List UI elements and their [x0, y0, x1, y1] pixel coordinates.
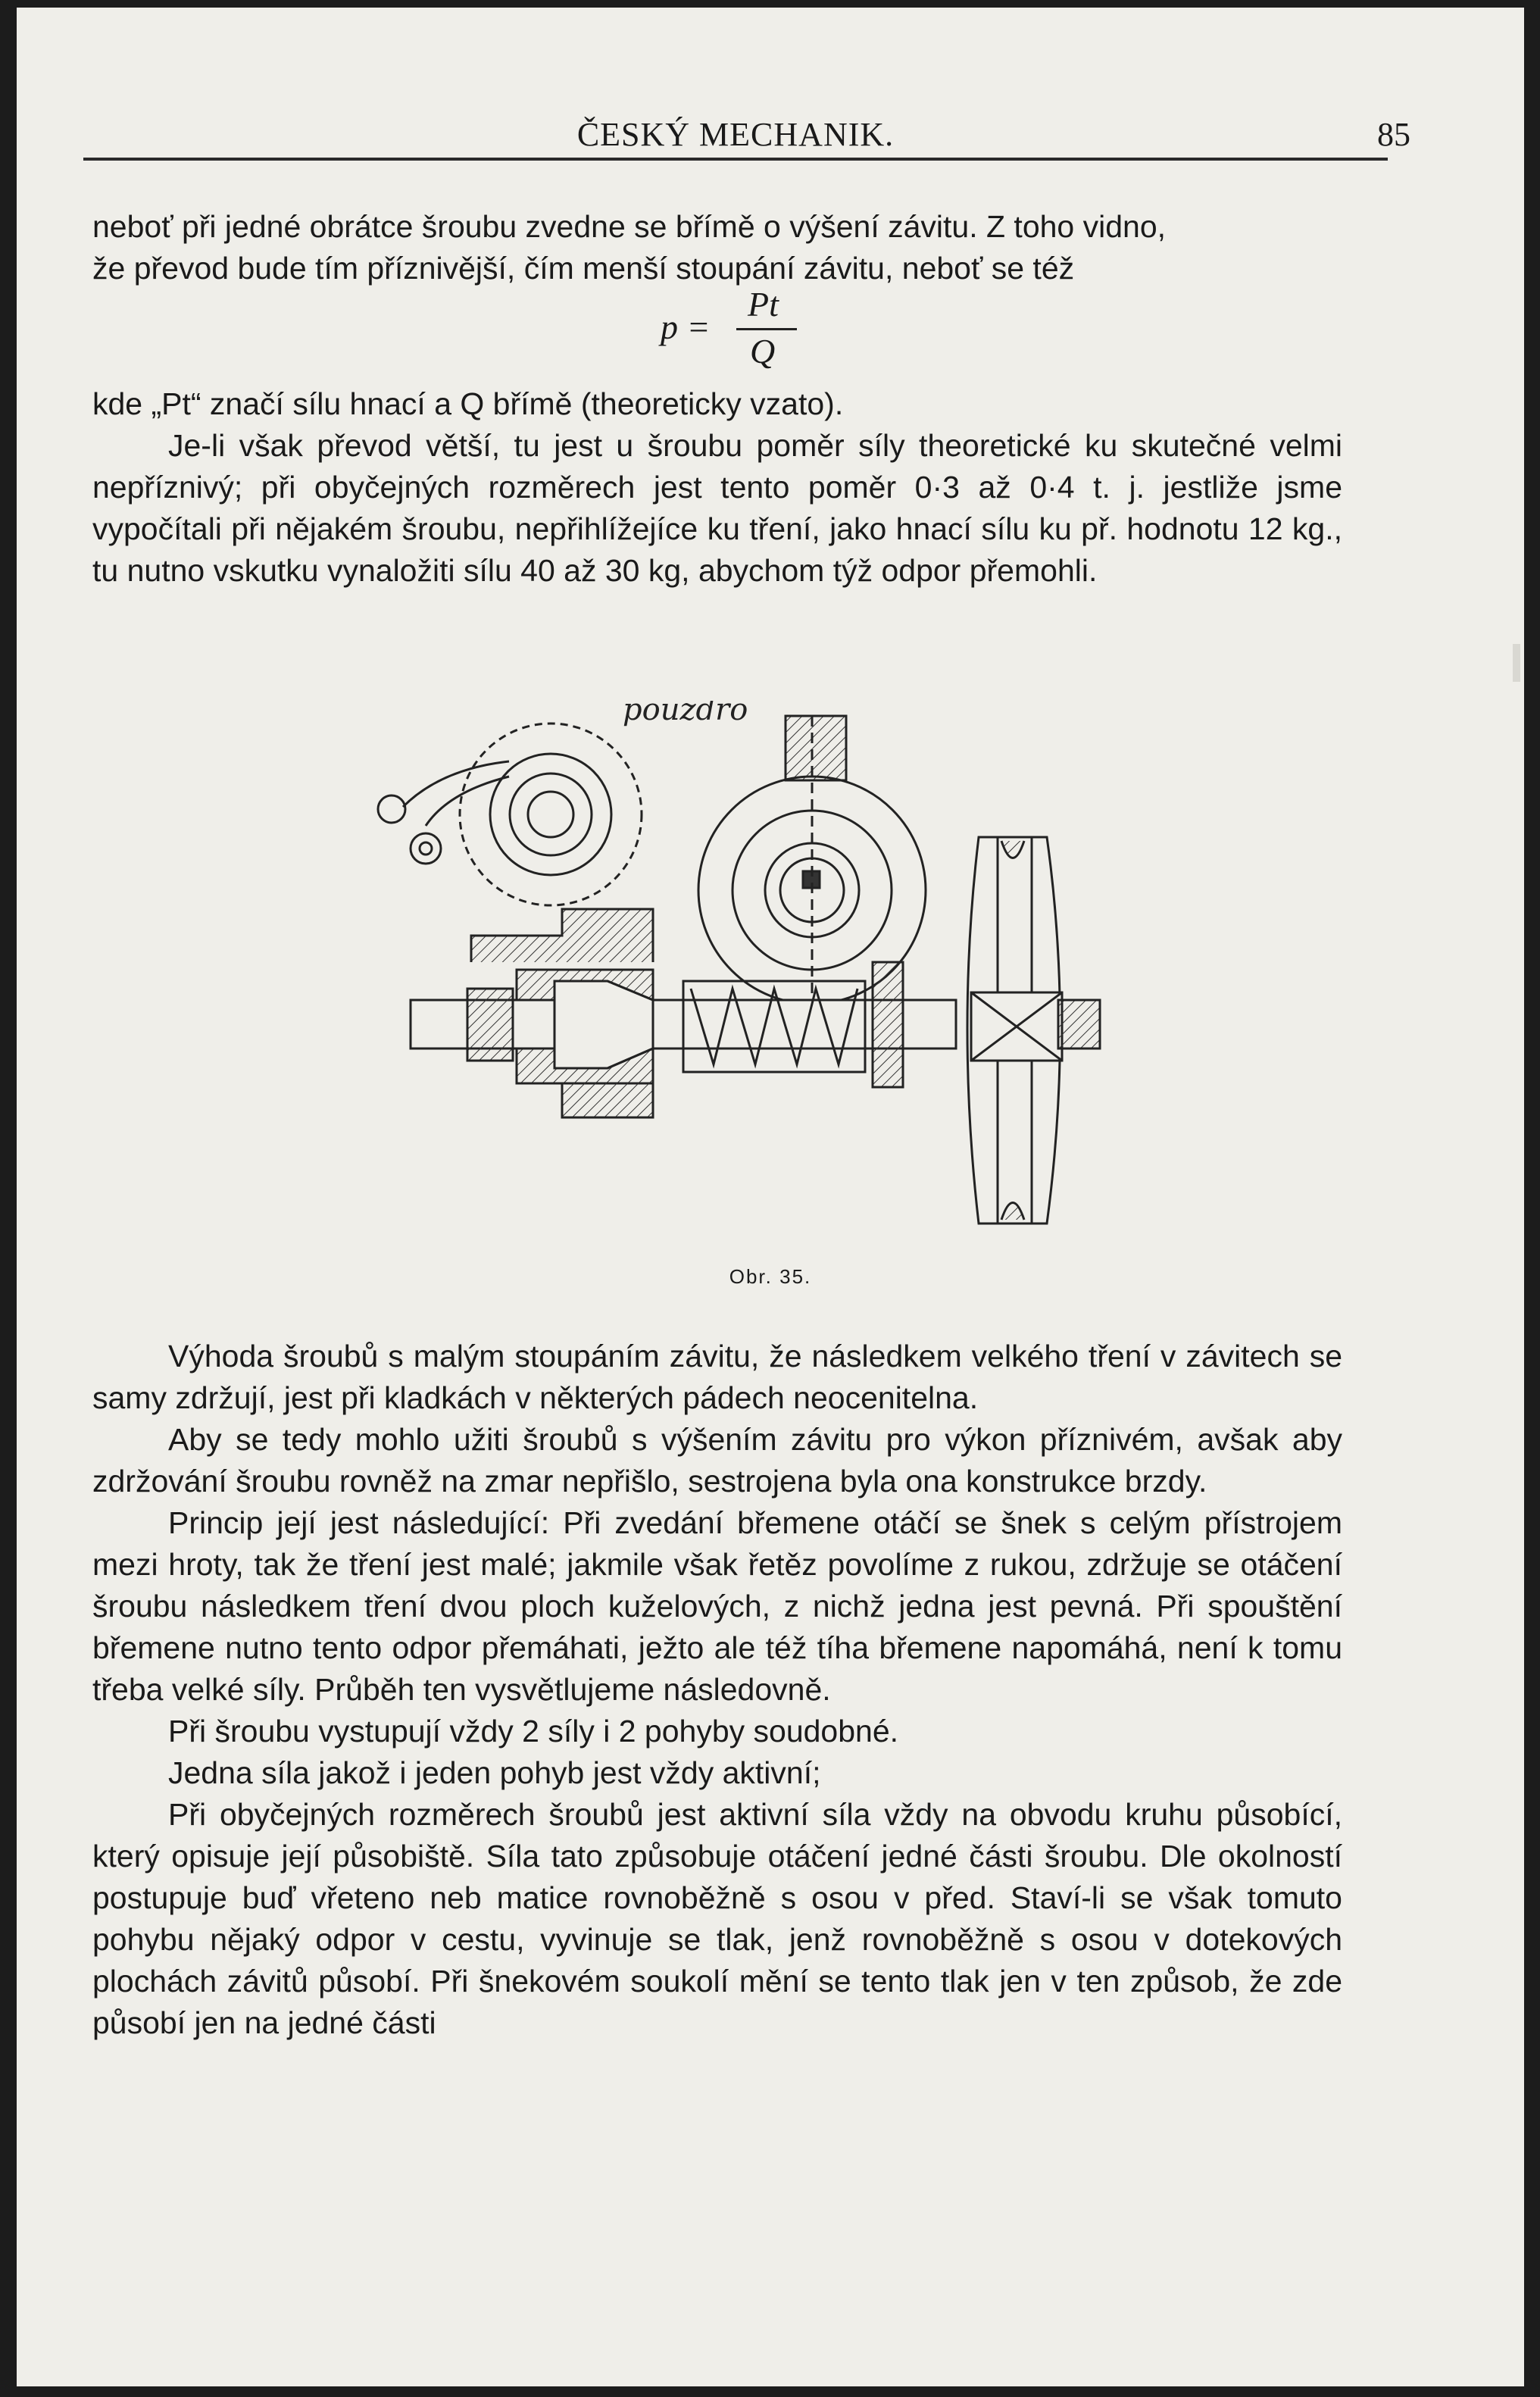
- paragraph: Jedna síla jakož i jeden pohyb jest vždy aktivní;: [168, 1755, 821, 1790]
- worm-gear-drawing: [335, 701, 1130, 1246]
- text-block-top: [92, 206, 1342, 289]
- figure-caption: Obr. 35.: [729, 1265, 812, 1288]
- text-line: neboť při jedné obrátce šroubu zvedne se břímě o výšení závitu. Z toho vidno,: [92, 209, 1167, 244]
- label-pouzdro: pouzdro: [623, 701, 748, 727]
- paragraph: Výhoda šroubů s malým stoupáním závitu, že následkem velkého tření v závitech se samy zdržují, jest při kladkách v některých pádech neocenitelna.: [92, 1339, 1342, 1415]
- paragraph: Při šroubu vystupují vždy 2 síly i 2 pohyby soudobné.: [168, 1714, 899, 1749]
- text-block-bottom: [92, 1336, 1342, 2044]
- journal-title: ČESKÝ MECHANIK.: [576, 116, 895, 153]
- paragraph: Při obyčejných rozměrech šroubů jest aktivní síla vždy na obvodu kruhu působící, který opisuje její působiště. Síla tato způsobuje otáčení jedné části šroubu. Dle okolností postupuje buď vřeteno neb matice rovnoběžně s osou v před. Staví-li se však tomuto pohybu nějaký odpor v cestu, vyvinuje se tlak, jenž rovnoběžně s osou v dotekových plochách závitů působí. Při šnekovém soukolí mění se tento tlak jen v ten způsob, že zde působí jen na jedné části: [92, 1797, 1342, 2040]
- paragraph: Aby se tedy mohlo užiti šroubů s výšením závitu pro výkon příznivém, avšak aby zdržování šroubu rovněž na zmar nepřišlo, sestrojena byla ona konstrukce brzdy.: [92, 1422, 1342, 1499]
- paragraph: Je-li však převod větší, tu jest u šroubu poměr síly theoretické ku skutečné velmi nepříznivý; při obyčejných rozměrech jest tento poměr 0·3 až 0·4 t. j. jestliže jsme vypočítali při nějakém šroubu, nepřihlížejíce ku tření, jako hnací sílu ku př. hodnotu 12 kg., tu nutno vskutku vynaložiti sílu 40 až 30 kg, abychom týž odpor přemohli.: [92, 428, 1342, 588]
- figure-worm-gear-brake: [335, 701, 1130, 1246]
- formula: [661, 284, 827, 375]
- paragraph: kde „Pt“ značí sílu hnací a Q břímě (theoreticky vzato).: [92, 386, 844, 421]
- formula-denominator: Q: [750, 332, 776, 370]
- formula-numerator: Pt: [748, 285, 779, 323]
- text-block-middle: [92, 383, 1342, 592]
- text-line: že převod bude tím příznivější, čím menší stoupání závitu, neboť se též: [92, 251, 1075, 286]
- fraction-bar: [736, 328, 797, 330]
- formula-lhs: p =: [661, 308, 711, 346]
- page-number: 85: [1377, 116, 1410, 153]
- page: [17, 8, 1524, 2386]
- running-header: [83, 112, 1410, 161]
- paragraph: Princip její jest následující: Při zvedání břemene otáčí se šnek s celým přístrojem mezi hroty, tak že tření jest malé; jakmile však řetěz povolíme z rukou, zdržuje se otáčení šroubu následkem tření dvou ploch kuželových, z nichž jedna jest pevná. Při spouštění břemene nutno tento odpor přemáhati, ježto ale též tíha břemene napomáhá, není k tomu třeba velké síly. Průběh ten vysvětlujeme následovně.: [92, 1505, 1342, 1707]
- paper-edge-mark: [1513, 644, 1520, 682]
